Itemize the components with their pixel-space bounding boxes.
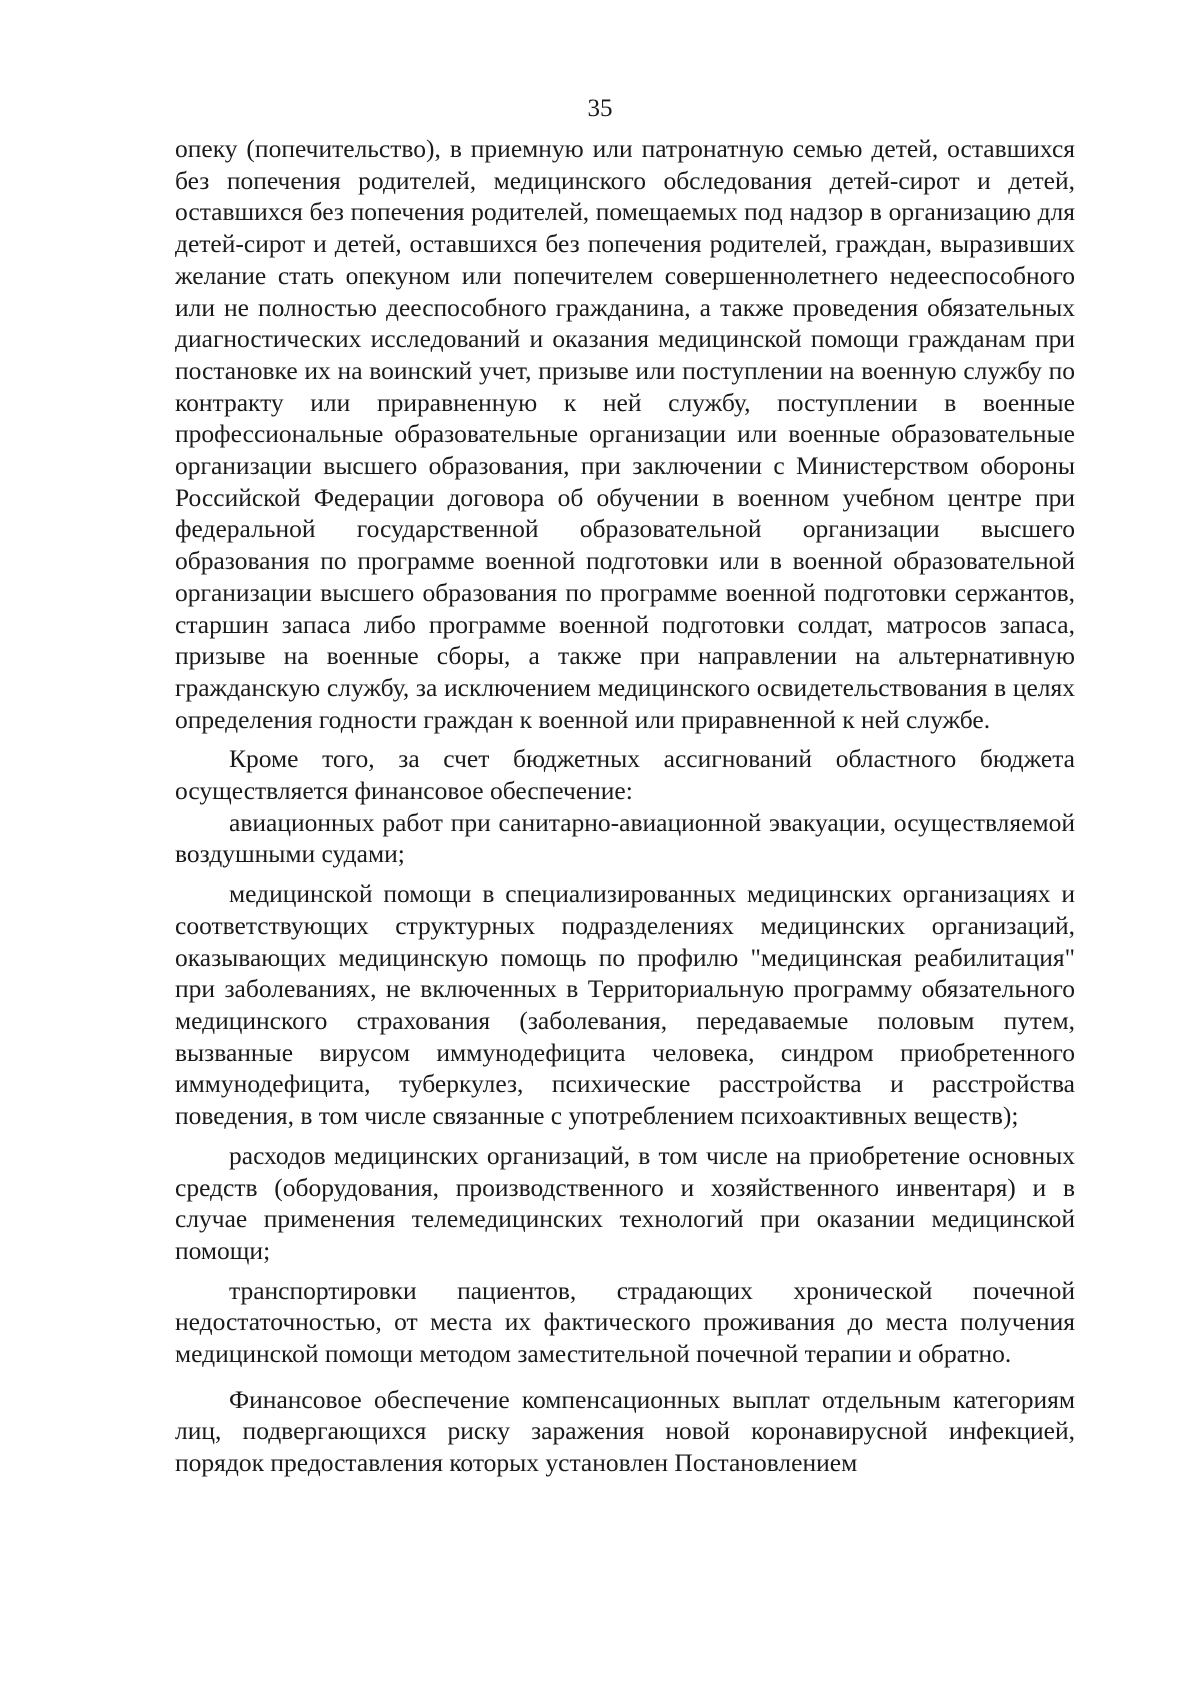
paragraph-compensation-payments: Финансовое обеспечение компенсационных выплат отдельным категориям лиц, подвергающихся риску заражения новой коронавирусной инфекцией, порядок предоставления которых установлен Постановлением xyxy=(175,1384,1075,1478)
document-body xyxy=(175,133,1075,1479)
paragraph-specialized-care: медицинской помощи в специализированных медицинских организациях и соответствующих структурных подразделениях медицинских организаций, оказывающих медицинскую помощь по профилю "медицинская реабилитация" при заболеваниях, не включенных в Территориальную программу обязательного медицинского страхования (заболевания, передаваемые половым путем, вызванные вирусом иммунодефицита человека, синдром приобретенного иммунодефицита, туберкулез, психические расстройства и расстройства поведения, в том числе связанные с употреблением психоактивных веществ); xyxy=(175,879,1075,1131)
paragraph-organization-expenses: расходов медицинских организаций, в том числе на приобретение основных средств (оборудования, производственного и хозяйственного инвентаря) и в случае применения телемедицинских технологий при оказании медицинской помощи; xyxy=(175,1140,1075,1265)
paragraph-aviation-works: авиационных работ при санитарно-авиационной эвакуации, осуществляемой воздушными судами; xyxy=(175,807,1075,869)
paragraph-patient-transport: транспортировки пациентов, страдающих хронической почечной недостаточностью, от места их фактического проживания до места получения медицинской помощи методом заместительной почечной терапии и обратно. xyxy=(175,1275,1075,1369)
paragraph-funding-intro: Кроме того, за счет бюджетных ассигнований областного бюджета осуществляется финансовое обеспечение: xyxy=(175,744,1075,806)
page-number: 35 xyxy=(587,95,613,122)
paragraph-continuation: опеку (попечительство), в приемную или патронатную семью детей, оставшихся без попечения родителей, медицинского обследования детей-сирот и детей, оставшихся без попечения родителей, помещаемых под надзор в организацию для детей-сирот и детей, оставшихся без попечения родителей, граждан, выразивших желание стать опекуном или попечителем совершеннолетнего недееспособного или не полностью дееспособного гражданина, а также проведения обязательных диагностических исследований и оказания медицинской помощи гражданам при постановке их на воинский учет, призыве или поступлении на военную службу по контракту или приравненную к ней службу, поступлении в военные профессиональные образовательные организации или военные образовательные организации высшего образования, при заключении с Министерством обороны Российской Федерации договора об обучении в военном учебном центре при федеральной государственной образовательной организации высшего образования по программе военной подготовки или в военной образовательной организации высшего образования по программе военной подготовки сержантов, старшин запаса либо программе военной подготовки солдат, матросов запаса, призыве на военные сборы, а также при направлении на альтернативную гражданскую службу, за исключением медицинского освидетельствования в целях определения годности граждан к военной или приравненной к ней службе. xyxy=(175,134,1075,734)
